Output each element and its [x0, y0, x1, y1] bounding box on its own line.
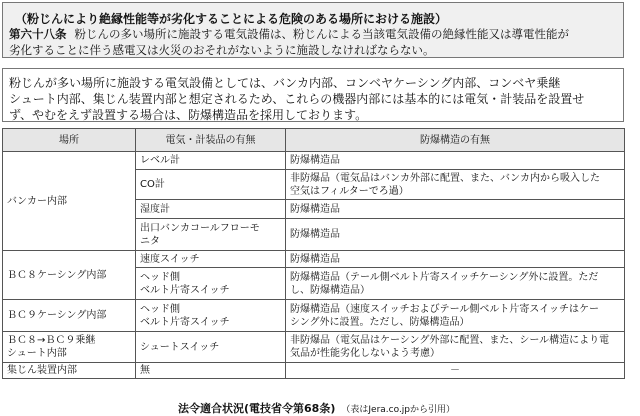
- header-equipment: 電気・計装品の有無: [136, 129, 286, 152]
- place-cell: 集じん装置内部: [3, 363, 136, 379]
- protection-cell: [286, 268, 625, 300]
- place-line: ＢＣ８→ＢＣ９乗継: [7, 335, 96, 346]
- equipment-line: ベルト片寄スイッチ: [140, 316, 230, 328]
- table-row: [3, 152, 625, 170]
- table-row: [3, 251, 625, 268]
- table-row: [3, 332, 625, 363]
- equipment-cell: [136, 300, 286, 332]
- equipment-cell: 無: [136, 363, 286, 379]
- protection-cell: [286, 300, 625, 332]
- protection-cell: [286, 170, 625, 200]
- equipment-line: ヘッド側: [140, 271, 180, 283]
- place-cell: ＢＣ９ケーシング内部: [3, 300, 136, 332]
- table-row: [3, 300, 625, 332]
- figure-caption: [178, 400, 455, 416]
- equipment-line: ベルト片寄スイッチ: [140, 284, 230, 296]
- protection-cell: 防爆構造品: [286, 251, 625, 268]
- protection-line: 非防爆品（電気品はバンカ外部に配置、また、バンカ内から吸入した: [290, 172, 600, 184]
- compliance-table: [2, 128, 625, 379]
- protection-line: し、防爆構造品）: [290, 284, 370, 296]
- protection-cell: －: [286, 363, 625, 379]
- caption-main: 法令適合状況(電技省令第68条): [178, 402, 336, 415]
- protection-line: シング外に設置。ただし、防爆構造品）: [290, 316, 470, 328]
- equipment-cell: CO計: [136, 170, 286, 200]
- equipment-line: ヘッド側: [140, 303, 180, 315]
- protection-line: 空気はフィルターでろ過）: [290, 185, 409, 197]
- equipment-cell: [136, 219, 286, 251]
- place-cell: [3, 332, 136, 363]
- place-cell: ＢＣ８ケーシング内部: [3, 251, 136, 300]
- protection-cell: [286, 332, 625, 363]
- law-text-line-1: [9, 26, 569, 42]
- description-box: [2, 68, 624, 122]
- description-line-3: ず、やむをえず設置する場合は、防爆構造品を採用しております。: [9, 108, 368, 122]
- header-explosion-proof: 防爆構造の有無: [286, 129, 625, 152]
- table-header-row: [3, 129, 625, 152]
- protection-cell: 防爆構造品: [286, 200, 625, 219]
- description-line-2: シュート内部、集じん装置内部と想定されるため、これらの機器内部には基本的には電気・計装品を設置せ: [9, 92, 585, 106]
- protection-cell: 防爆構造品: [286, 152, 625, 170]
- law-text-line-2: 劣化することに伴う感電又は火災のおそれがないように施設しなければならない。: [9, 43, 435, 57]
- law-text-1: 粉じんの多い場所に施設する電気設備は、粉じんによる当該電気設備の絶縁性能又は導電性能が: [74, 27, 569, 41]
- table-row: [3, 363, 625, 379]
- law-title: （粉じんにより絶縁性能等が劣化することによる危険のある場所における施設）: [15, 12, 448, 26]
- equipment-cell: 湿度計: [136, 200, 286, 219]
- place-cell: バンカー内部: [3, 152, 136, 251]
- protection-cell: 防爆構造品: [286, 219, 625, 251]
- equipment-cell: 速度スイッチ: [136, 251, 286, 268]
- equipment-line: 出口バンカコールフローモ: [140, 222, 260, 234]
- protection-line: 非防爆品（電気品はケーシング外部に配置、また、シール構造により電: [290, 335, 610, 346]
- header-place: 場所: [3, 129, 136, 152]
- article-label: 第六十八条: [9, 27, 67, 41]
- description-line-1: 粉じんが多い場所に施設する電気設備としては、バンカ内部、コンベヤケーシング内部、コンベヤ乗継: [9, 76, 561, 90]
- equipment-line: ニタ: [140, 235, 160, 247]
- caption-source: （表はJera.co.jpから引用）: [341, 405, 456, 415]
- protection-line: 防爆構造品（速度スイッチおよびテール側ベルト片寄スイッチはケー: [290, 303, 599, 315]
- equipment-cell: シュートスイッチ: [136, 332, 286, 363]
- equipment-cell: レベル計: [136, 152, 286, 170]
- equipment-cell: [136, 268, 286, 300]
- place-line: シュート内部: [7, 348, 67, 359]
- law-article-box: [2, 2, 624, 58]
- protection-line: 防爆構造品（テール側ベルト片寄スイッチケーシング外に設置。ただ: [290, 271, 599, 283]
- protection-line: 気品が性能劣化しないよう考慮）: [290, 348, 440, 359]
